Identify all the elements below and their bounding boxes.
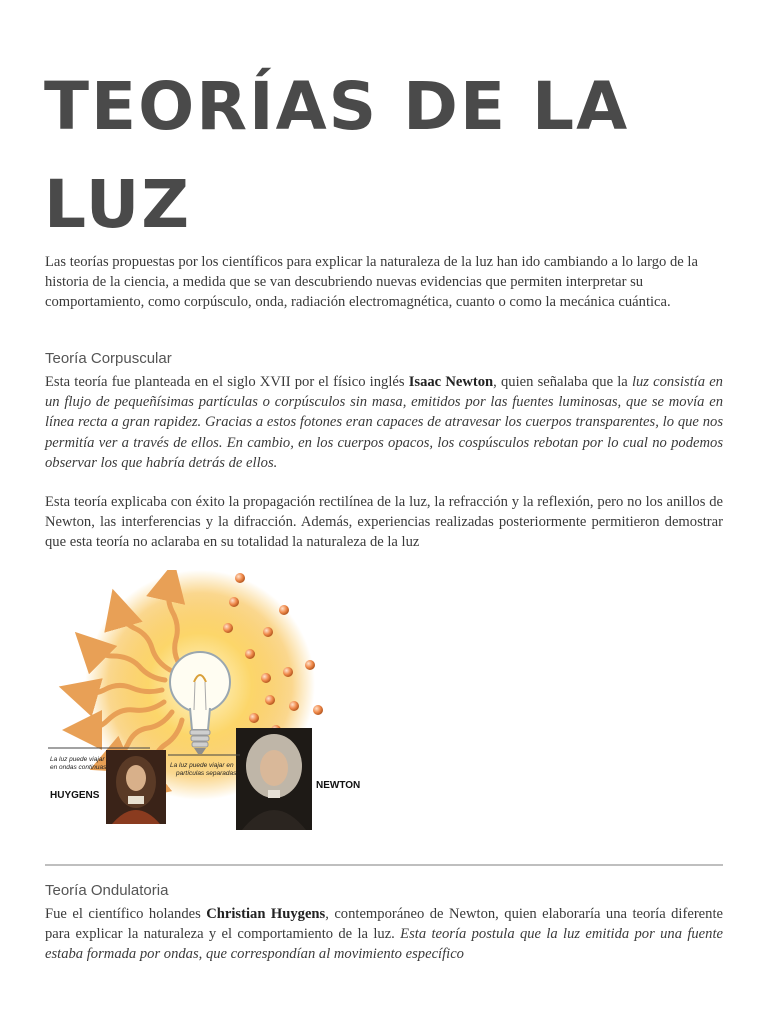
corpuscular-paragraph-1 <box>45 372 723 473</box>
newton-name: Isaac Newton <box>408 374 494 390</box>
huygens-name: Christian Huygens <box>206 906 326 922</box>
huygens-portrait <box>106 750 166 824</box>
text-run: Esta teoría fue planteada en el siglo XVII por el físico inglés <box>45 374 409 390</box>
italic-run: Esta teoría postula que la luz emitida por una fuente estaba formada por ondas, que correspondían al movimiento específico <box>45 926 723 963</box>
section-divider <box>45 864 723 866</box>
ondulatoria-heading: Teoría Ondulatoria <box>45 882 169 899</box>
wave-caption-line-1: La luz puede viajar <box>50 756 105 763</box>
text-run: , contemporáneo de Newton, quien elaboraría una teoría diferente para explicar la naturaleza y el comportamiento de la luz. <box>45 906 723 943</box>
corpuscular-heading: Teoría Corpuscular <box>45 350 172 367</box>
intro-paragraph: Las teorías propuestas por los científicos para explicar la naturaleza de la luz han ido cambiando a lo largo de la historia de la ciencia, a medida que se van descubriendo nuevas evidencias que permiten interpretar su comportamiento, como corpúsculo, onda, radiación electromagnética, cuanto o como la mecánica cuántica. <box>45 254 698 311</box>
page-title: TEORÍAS DE LA LUZ <box>44 68 630 243</box>
illustration-svg <box>40 570 380 835</box>
corpuscular-paragraph-2: Esta teoría explicaba con éxito la propagación rectilínea de la luz, la refracción y la reflexión, pero no los anillos de Newton, las interferencias y la difracción. Además, experiencias realizadas posteriormente permitieron demostrar que esta teoría no aclaraba en su totalidad la naturaleza de la luz <box>45 494 723 551</box>
text-run: , quien señalaba que la <box>493 374 632 390</box>
light-theories-illustration <box>40 570 380 835</box>
newton-portrait <box>236 728 312 830</box>
particle-caption-line-2: partículas separadas <box>176 770 237 777</box>
ondulatoria-paragraph-1 <box>45 904 723 965</box>
huygens-label: HUYGENS <box>50 790 100 801</box>
wave-caption-line-2: en ondas continuas <box>50 764 107 771</box>
particle-caption-line-1: La luz puede viajar en <box>170 762 234 769</box>
text-run: Fue el científico holandes <box>45 906 207 922</box>
italic-run: luz consistía en un flujo de pequeñísimas partículas o corpúsculos sin masa, emitidos por las fuentes luminosas, que se movía en línea recta a gran rapidez. Gracias a estos fotones eran capaces de atravesar los cuerpos transparentes, lo que nos permitía ver a través de ellos. En cambio, en los cuerpos opacos, los cospúsculos rebotan por lo cual no podemos observar los que habría detrás de ellos. <box>45 374 723 471</box>
newton-label: NEWTON <box>316 780 361 791</box>
